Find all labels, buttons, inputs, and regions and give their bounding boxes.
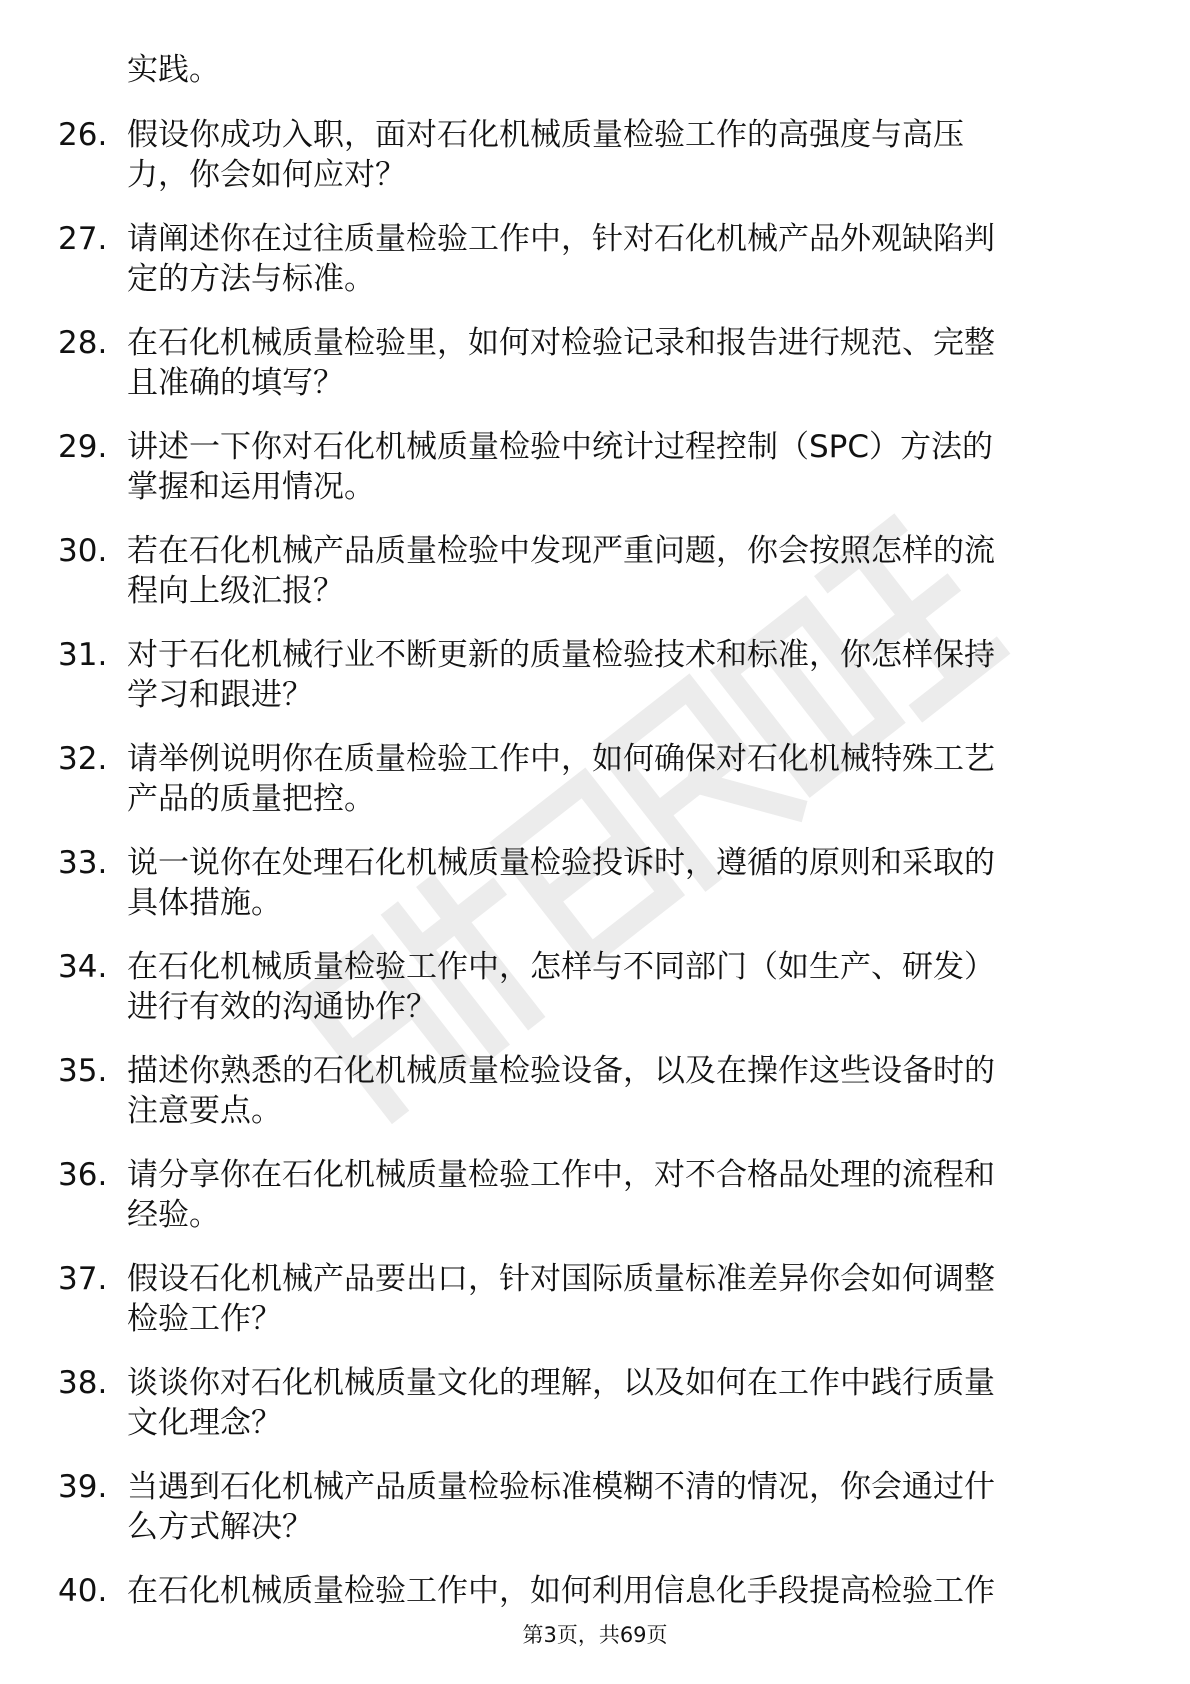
question-number: 40.	[58, 1573, 108, 1609]
question-item	[0, 427, 1190, 531]
question-line: 说一说你在处理石化机械质量检验投诉时，遵循的原则和采取的	[127, 845, 995, 881]
question-text	[127, 531, 1137, 611]
question-line: 在石化机械质量检验工作中，如何利用信息化手段提高检验工作	[127, 1573, 995, 1609]
question-number: 33.	[58, 845, 108, 881]
question-text	[127, 1051, 1137, 1131]
question-line: 若在石化机械产品质量检验中发现严重问题，你会按照怎样的流	[127, 533, 995, 569]
question-line: 具体措施。	[127, 885, 282, 921]
question-line: 讲述一下你对石化机械质量检验中统计过程控制（SPC）方法的	[127, 429, 994, 465]
question-text	[127, 1155, 1137, 1235]
question-line: 掌握和运用情况。	[127, 469, 375, 505]
question-line: 经验。	[127, 1197, 220, 1233]
question-item	[0, 323, 1190, 427]
question-text	[127, 219, 1137, 299]
question-line: 检验工作？	[127, 1301, 282, 1337]
question-text	[127, 1571, 1137, 1611]
question-line: 在石化机械质量检验里，如何对检验记录和报告进行规范、完整	[127, 325, 995, 361]
question-line: 请阐述你在过往质量检验工作中，针对石化机械产品外观缺陷判	[127, 221, 995, 257]
question-line: 描述你熟悉的石化机械质量检验设备，以及在操作这些设备时的	[127, 1053, 995, 1089]
question-text	[127, 323, 1137, 403]
question-line: 产品的质量把控。	[127, 781, 375, 817]
question-line: 且准确的填写？	[127, 365, 344, 401]
question-line: 对于石化机械行业不断更新的质量检验技术和标准，你怎样保持	[127, 637, 995, 673]
question-number: 36.	[58, 1157, 108, 1193]
question-line: 请分享你在石化机械质量检验工作中，对不合格品处理的流程和	[127, 1157, 995, 1193]
question-item	[0, 1467, 1190, 1571]
question-text	[127, 115, 1137, 195]
question-number: 35.	[58, 1053, 108, 1089]
question-number: 30.	[58, 533, 108, 569]
question-text	[127, 843, 1137, 923]
question-line: 定的方法与标准。	[127, 261, 375, 297]
question-item	[0, 1259, 1190, 1363]
question-text	[127, 1363, 1137, 1443]
question-item	[0, 531, 1190, 635]
question-text	[127, 1259, 1137, 1339]
question-text	[127, 1467, 1137, 1547]
question-text	[127, 427, 1137, 507]
question-text	[127, 635, 1137, 715]
question-number: 39.	[58, 1469, 108, 1505]
question-line: 请举例说明你在质量检验工作中，如何确保对石化机械特殊工艺	[127, 741, 995, 777]
question-number: 34.	[58, 949, 108, 985]
question-number: 31.	[58, 637, 108, 673]
question-number: 27.	[58, 221, 108, 257]
question-line: 在石化机械质量检验工作中，怎样与不同部门（如生产、研发）	[127, 949, 995, 985]
question-text	[127, 947, 1137, 1027]
page-footer: 第3页，共69页	[522, 1623, 668, 1647]
question-number: 26.	[58, 117, 108, 153]
question-line: 假设你成功入职，面对石化机械质量检验工作的高强度与高压	[127, 117, 964, 153]
question-line: 文化理念？	[127, 1405, 282, 1441]
question-item	[0, 635, 1190, 739]
question-line: 么方式解决？	[127, 1509, 313, 1545]
question-item	[0, 843, 1190, 947]
question-item	[0, 115, 1190, 219]
question-list	[0, 115, 1190, 1675]
question-line: 假设石化机械产品要出口，针对国际质量标准差异你会如何调整	[127, 1261, 995, 1297]
continuation-line: 实践。	[127, 52, 220, 88]
question-item	[0, 1155, 1190, 1259]
question-number: 28.	[58, 325, 108, 361]
question-line: 注意要点。	[127, 1093, 282, 1129]
question-item	[0, 219, 1190, 323]
question-line: 进行有效的沟通协作？	[127, 989, 437, 1025]
question-item	[0, 739, 1190, 843]
question-item	[0, 947, 1190, 1051]
question-number: 32.	[58, 741, 108, 777]
question-line: 程向上级汇报？	[127, 573, 344, 609]
question-line: 谈谈你对石化机械质量文化的理解，以及如何在工作中践行质量	[127, 1365, 995, 1401]
question-text	[127, 739, 1137, 819]
question-number: 29.	[58, 429, 108, 465]
question-number: 37.	[58, 1261, 108, 1297]
question-item	[0, 1051, 1190, 1155]
question-line: 学习和跟进？	[127, 677, 313, 713]
question-line: 力，你会如何应对？	[127, 157, 406, 193]
question-item	[0, 1363, 1190, 1467]
question-line: 当遇到石化机械产品质量检验标准模糊不清的情况，你会通过什	[127, 1469, 995, 1505]
question-number: 38.	[58, 1365, 108, 1401]
